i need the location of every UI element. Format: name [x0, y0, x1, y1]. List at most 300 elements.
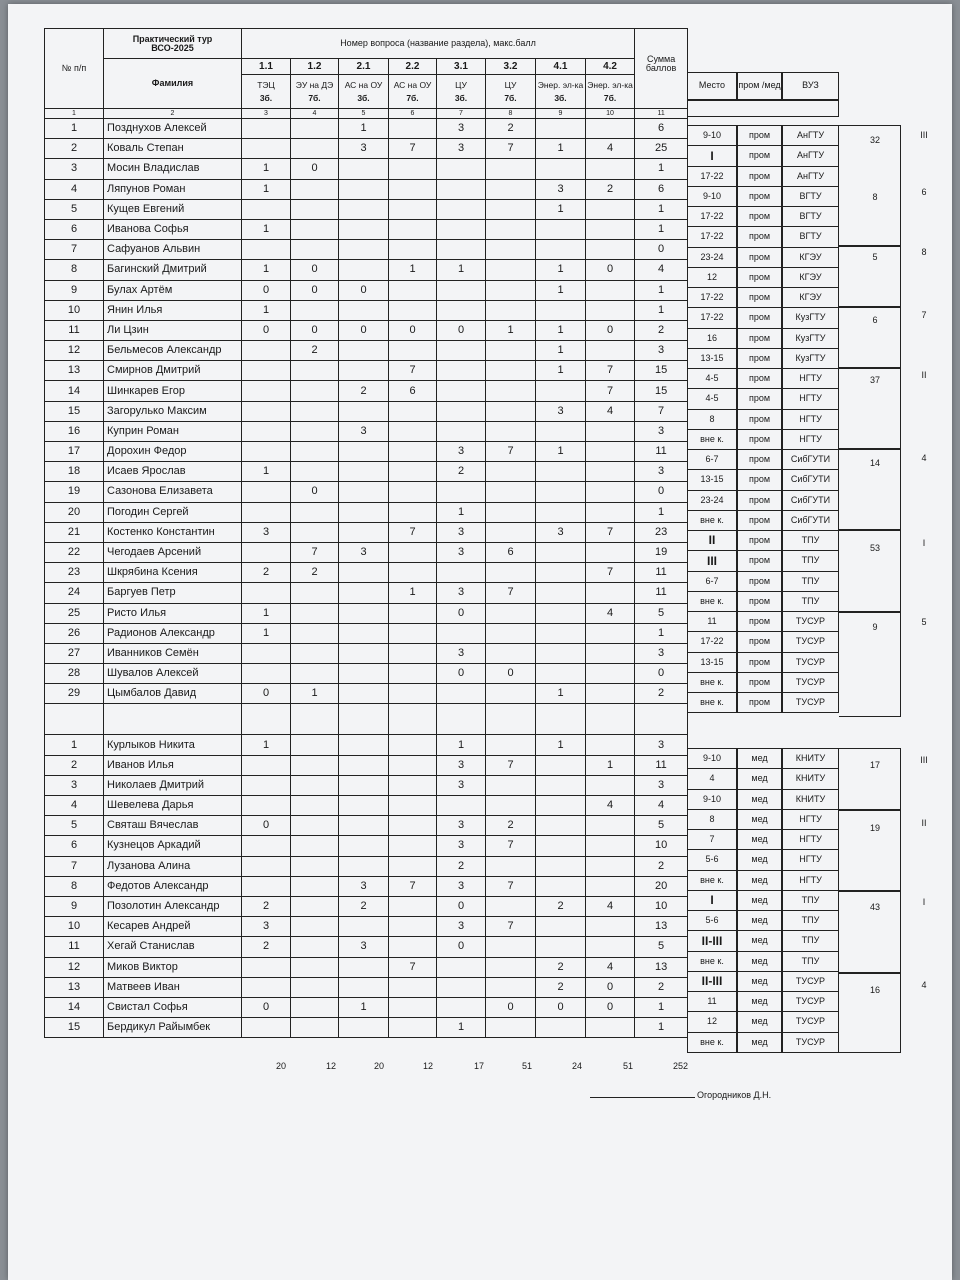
- score-cell: 0: [437, 896, 486, 916]
- score-cell: [389, 755, 437, 775]
- group-rank: I: [922, 538, 926, 548]
- column-number: 11: [635, 109, 688, 119]
- score-cell: [389, 684, 437, 704]
- place-cell: II-III: [687, 971, 737, 992]
- score-cell: [586, 421, 635, 441]
- score-cell: 4: [586, 603, 635, 623]
- group-total: 32: [869, 135, 880, 145]
- score-cell: 0: [586, 977, 635, 997]
- score-cell: 1: [536, 735, 586, 755]
- score-cell: 4: [586, 957, 635, 977]
- score-cell: [389, 280, 437, 300]
- score-cell: 3: [339, 937, 389, 957]
- score-cell: 0: [536, 997, 586, 1017]
- sum-cell: 11: [635, 442, 688, 462]
- score-cell: 2: [536, 977, 586, 997]
- place-cell: 5-6: [687, 910, 737, 931]
- vuz-cell: АнГТУ: [782, 125, 839, 146]
- vuz-cell: АнГТУ: [782, 166, 839, 187]
- score-cell: [389, 623, 437, 643]
- vuz-cell: ТПУ: [782, 571, 839, 592]
- table-row: [45, 119, 688, 139]
- place-cell: 9-10: [687, 748, 737, 769]
- participant-name: Миков Виктор: [104, 957, 242, 977]
- vuz-cell: ВГТУ: [782, 186, 839, 207]
- group-total: 8: [872, 192, 878, 202]
- score-cell: [486, 159, 536, 179]
- score-cell: 4: [586, 896, 635, 916]
- score-cell: 0: [486, 997, 536, 1017]
- score-cell: [389, 775, 437, 795]
- score-cell: 0: [242, 684, 291, 704]
- row-number: 5: [45, 816, 104, 836]
- column-total: 24: [572, 1061, 583, 1071]
- participant-name: Багинский Дмитрий: [104, 260, 242, 280]
- row-number: 22: [45, 542, 104, 562]
- vuz-cell: НГТУ: [782, 809, 839, 830]
- score-cell: [389, 977, 437, 997]
- row-number: 1: [45, 119, 104, 139]
- score-cell: [291, 199, 339, 219]
- column-total: 12: [423, 1061, 434, 1071]
- score-cell: [291, 219, 339, 239]
- score-cell: [339, 462, 389, 482]
- score-cell: [339, 775, 389, 795]
- place-cell: 9-10: [687, 186, 737, 207]
- question-number: 2.1: [339, 59, 389, 75]
- score-cell: 3: [437, 775, 486, 795]
- score-cell: [242, 421, 291, 441]
- type-cell: пром: [737, 267, 782, 288]
- type-cell: мед: [737, 789, 782, 810]
- row-number: 14: [45, 381, 104, 401]
- score-cell: [586, 280, 635, 300]
- score-cell: [291, 623, 339, 643]
- score-cell: [291, 643, 339, 663]
- place-cell: 17-22: [687, 631, 737, 653]
- score-cell: 1: [536, 684, 586, 704]
- group-rank: 4: [921, 453, 927, 463]
- place-cell: вне к.: [687, 951, 737, 972]
- column-total: 20: [374, 1061, 385, 1071]
- score-cell: 3: [536, 522, 586, 542]
- score-cell: 2: [536, 896, 586, 916]
- vuz-cell: ТУСУР: [782, 652, 839, 673]
- vuz-cell: СибГУТИ: [782, 510, 839, 531]
- place-cell: 12: [687, 267, 737, 288]
- score-cell: [586, 159, 635, 179]
- score-cell: [586, 775, 635, 795]
- type-cell: мед: [737, 768, 782, 790]
- sum-cell: 20: [635, 876, 688, 896]
- participant-name: Шкрябина Ксения: [104, 563, 242, 583]
- sum-cell: 1: [635, 502, 688, 522]
- score-cell: [536, 300, 586, 320]
- score-cell: [536, 836, 586, 856]
- place-cell: вне к.: [687, 672, 737, 693]
- score-cell: 7: [389, 876, 437, 896]
- score-cell: 7: [291, 542, 339, 562]
- place-cell: 23-24: [687, 490, 737, 511]
- place-cell: вне к.: [687, 429, 737, 450]
- group-rank: 6: [921, 187, 927, 197]
- table-row: [45, 300, 688, 320]
- sum-cell: 1: [635, 997, 688, 1017]
- score-cell: [291, 603, 339, 623]
- table-row: [45, 442, 688, 462]
- table-row: [45, 856, 688, 876]
- row-number: 24: [45, 583, 104, 603]
- vuz-cell: ТПУ: [782, 890, 839, 911]
- score-cell: [291, 240, 339, 260]
- sum-cell: 23: [635, 522, 688, 542]
- question-name: ЦУ: [455, 79, 467, 90]
- row-number: 17: [45, 442, 104, 462]
- question-section: [339, 75, 389, 109]
- score-cell: [486, 896, 536, 916]
- score-cell: 3: [437, 139, 486, 159]
- group-total: 53: [869, 543, 880, 553]
- type-cell: пром: [737, 611, 782, 632]
- score-cell: 7: [486, 139, 536, 159]
- vuz-cell: ТУСУР: [782, 971, 839, 992]
- vuz-cell: КГЭУ: [782, 247, 839, 268]
- score-cell: 0: [437, 320, 486, 340]
- vuz-cell: НГТУ: [782, 368, 839, 389]
- place-cell: 8: [687, 809, 737, 830]
- score-cell: 6: [486, 542, 536, 562]
- score-cell: 2: [339, 381, 389, 401]
- type-cell: пром: [737, 429, 782, 450]
- column-number: 3: [242, 109, 291, 119]
- score-cell: [389, 240, 437, 260]
- group-rank: I: [922, 897, 926, 907]
- table-row: [45, 957, 688, 977]
- score-cell: [339, 179, 389, 199]
- score-cell: [586, 119, 635, 139]
- sum-cell: 3: [635, 421, 688, 441]
- participant-name: Лузанова Алина: [104, 856, 242, 876]
- score-cell: [586, 1018, 635, 1038]
- score-cell: 2: [242, 937, 291, 957]
- score-cell: [536, 502, 586, 522]
- score-cell: [486, 341, 536, 361]
- type-cell: пром: [737, 348, 782, 369]
- score-cell: [536, 421, 586, 441]
- type-cell: пром: [737, 652, 782, 673]
- score-cell: [586, 917, 635, 937]
- vuz-cell: КузГТУ: [782, 328, 839, 349]
- score-cell: [339, 856, 389, 876]
- score-cell: [339, 836, 389, 856]
- vuz-cell: НГТУ: [782, 409, 839, 430]
- vuz-cell: ВГТУ: [782, 206, 839, 227]
- participant-name: Цымбалов Давид: [104, 684, 242, 704]
- score-cell: [291, 816, 339, 836]
- participant-name: Булах Артём: [104, 280, 242, 300]
- score-cell: [339, 300, 389, 320]
- participant-name: Чегодаев Арсений: [104, 542, 242, 562]
- sum-cell: 25: [635, 139, 688, 159]
- score-cell: 3: [437, 583, 486, 603]
- score-cell: [437, 179, 486, 199]
- score-cell: 7: [486, 836, 536, 856]
- score-cell: [291, 462, 339, 482]
- question-section: [242, 75, 291, 109]
- question-name: ЦУ: [504, 79, 517, 90]
- score-cell: [389, 1018, 437, 1038]
- sum-cell: 3: [635, 775, 688, 795]
- table-row: [45, 159, 688, 179]
- score-cell: [339, 219, 389, 239]
- score-cell: [291, 957, 339, 977]
- score-cell: [339, 735, 389, 755]
- score-cell: [242, 643, 291, 663]
- score-cell: [389, 735, 437, 755]
- participant-name: Загорулько Максим: [104, 401, 242, 421]
- score-cell: [339, 684, 389, 704]
- participant-name: Николаев Дмитрий: [104, 775, 242, 795]
- score-cell: [437, 482, 486, 502]
- vuz-cell: КГЭУ: [782, 287, 839, 308]
- group-bracket: [839, 973, 901, 1053]
- score-cell: 0: [437, 603, 486, 623]
- score-cell: 1: [437, 260, 486, 280]
- participant-name: Бельмесов Александр: [104, 341, 242, 361]
- score-cell: 3: [437, 816, 486, 836]
- score-cell: [536, 1018, 586, 1038]
- score-cell: [339, 623, 389, 643]
- score-cell: 7: [586, 381, 635, 401]
- score-cell: 1: [486, 320, 536, 340]
- score-cell: [291, 836, 339, 856]
- participant-name: Ли Цзин: [104, 320, 242, 340]
- score-cell: [339, 755, 389, 775]
- sum-cell: 1: [635, 199, 688, 219]
- participant-name: Федотов Александр: [104, 876, 242, 896]
- row-number: 20: [45, 502, 104, 522]
- type-cell: мед: [737, 809, 782, 830]
- score-cell: 1: [242, 300, 291, 320]
- row-number: 4: [45, 796, 104, 816]
- place-cell: вне к.: [687, 510, 737, 531]
- score-cell: [437, 796, 486, 816]
- score-cell: [339, 664, 389, 684]
- score-cell: 1: [242, 219, 291, 239]
- sum-cell: 0: [635, 240, 688, 260]
- question-name: Энер. эл-ка: [587, 79, 633, 90]
- score-cell: [242, 381, 291, 401]
- score-cell: [486, 856, 536, 876]
- score-cell: 3: [339, 876, 389, 896]
- score-cell: [339, 917, 389, 937]
- vuz-header: ВУЗ: [782, 72, 839, 100]
- row-number: 3: [45, 159, 104, 179]
- row-number: 2: [45, 139, 104, 159]
- score-cell: [389, 502, 437, 522]
- score-cell: [437, 401, 486, 421]
- score-cell: 2: [437, 462, 486, 482]
- score-cell: 4: [586, 401, 635, 421]
- score-cell: [486, 623, 536, 643]
- participant-name: Кесарев Андрей: [104, 917, 242, 937]
- score-cell: [291, 735, 339, 755]
- score-cell: [291, 401, 339, 421]
- score-cell: 2: [486, 816, 536, 836]
- score-cell: [291, 796, 339, 816]
- question-max: 7б.: [406, 93, 419, 103]
- score-cell: [536, 755, 586, 775]
- score-cell: 7: [486, 876, 536, 896]
- place-cell: 8: [687, 409, 737, 430]
- table-row: [45, 623, 688, 643]
- place-cell: 23-24: [687, 247, 737, 268]
- score-cell: [291, 997, 339, 1017]
- score-cell: [242, 502, 291, 522]
- question-section: [536, 75, 586, 109]
- question-number: 1.1: [242, 59, 291, 75]
- participant-name: Шинкарев Егор: [104, 381, 242, 401]
- surname-header: Фамилия: [104, 59, 242, 109]
- score-cell: [437, 623, 486, 643]
- score-cell: [486, 482, 536, 502]
- score-cell: [389, 300, 437, 320]
- score-cell: [291, 583, 339, 603]
- score-cell: [339, 643, 389, 663]
- score-cell: [437, 300, 486, 320]
- participant-name: Иванова Софья: [104, 219, 242, 239]
- participant-name: Сазонова Елизавета: [104, 482, 242, 502]
- place-cell: 6-7: [687, 571, 737, 592]
- participant-name: Смирнов Дмитрий: [104, 361, 242, 381]
- score-cell: [586, 623, 635, 643]
- type-cell: пром: [737, 307, 782, 329]
- score-cell: 2: [486, 119, 536, 139]
- table-row: [45, 977, 688, 997]
- score-cell: [437, 219, 486, 239]
- vuz-cell: КузГТУ: [782, 348, 839, 369]
- group-rank: III: [920, 130, 928, 140]
- score-cell: [389, 917, 437, 937]
- table-row: [45, 421, 688, 441]
- score-cell: 1: [536, 280, 586, 300]
- type-cell: мед: [737, 951, 782, 972]
- score-cell: [389, 542, 437, 562]
- score-cell: [486, 957, 536, 977]
- score-cell: [291, 1018, 339, 1038]
- score-cell: 7: [486, 583, 536, 603]
- score-cell: [291, 421, 339, 441]
- score-cell: 7: [389, 957, 437, 977]
- participant-name: Погодин Сергей: [104, 502, 242, 522]
- type-cell: пром: [737, 631, 782, 653]
- score-cell: [242, 401, 291, 421]
- score-cell: [339, 159, 389, 179]
- score-cell: 3: [437, 836, 486, 856]
- row-number: 6: [45, 219, 104, 239]
- question-number: 4.2: [586, 59, 635, 75]
- score-cell: [242, 856, 291, 876]
- score-cell: [486, 1018, 536, 1038]
- row-number: 2: [45, 755, 104, 775]
- score-cell: 3: [437, 643, 486, 663]
- group-bracket: [839, 891, 901, 973]
- row-number: 15: [45, 1018, 104, 1038]
- score-cell: [536, 542, 586, 562]
- score-cell: 3: [437, 442, 486, 462]
- place-cell: 11: [687, 611, 737, 632]
- score-cell: [536, 623, 586, 643]
- sum-cell: 19: [635, 542, 688, 562]
- vuz-cell: СибГУТИ: [782, 490, 839, 511]
- type-cell: мед: [737, 971, 782, 992]
- table-row: [45, 320, 688, 340]
- score-cell: [242, 583, 291, 603]
- table-row: [45, 816, 688, 836]
- score-cell: 0: [586, 997, 635, 1017]
- group-bracket: [839, 530, 901, 612]
- vuz-cell: ТПУ: [782, 530, 839, 551]
- group-total: 6: [872, 315, 878, 325]
- column-number: 7: [437, 109, 486, 119]
- question-max: 7б.: [308, 93, 321, 103]
- question-header: Номер вопроса (название раздела), макс.балл: [242, 29, 635, 59]
- table-row: [45, 937, 688, 957]
- score-cell: [389, 199, 437, 219]
- score-cell: [486, 775, 536, 795]
- score-cell: [389, 442, 437, 462]
- score-cell: [486, 603, 536, 623]
- type-cell: пром: [737, 409, 782, 430]
- row-number: 11: [45, 937, 104, 957]
- score-cell: [586, 735, 635, 755]
- row-number: 9: [45, 280, 104, 300]
- score-cell: [242, 361, 291, 381]
- participant-name: Матвеев Иван: [104, 977, 242, 997]
- score-cell: 3: [437, 755, 486, 775]
- score-cell: 2: [242, 563, 291, 583]
- vuz-cell: НГТУ: [782, 429, 839, 450]
- place-cell: III: [687, 550, 737, 572]
- score-cell: [339, 603, 389, 623]
- score-cell: [389, 836, 437, 856]
- vuz-cell: КузГТУ: [782, 307, 839, 329]
- score-cell: [291, 442, 339, 462]
- vuz-cell: ТПУ: [782, 910, 839, 931]
- score-cell: [586, 502, 635, 522]
- question-number: 4.1: [536, 59, 586, 75]
- type-cell: пром: [737, 287, 782, 308]
- participant-name: Костенко Константин: [104, 522, 242, 542]
- score-cell: [339, 199, 389, 219]
- score-cell: [437, 280, 486, 300]
- question-section: [586, 75, 635, 109]
- score-cell: 1: [291, 684, 339, 704]
- sum-cell: 2: [635, 977, 688, 997]
- table-row: [45, 482, 688, 502]
- score-cell: [586, 876, 635, 896]
- score-cell: 7: [486, 442, 536, 462]
- score-cell: 0: [339, 320, 389, 340]
- score-cell: [586, 199, 635, 219]
- place-cell: 16: [687, 328, 737, 349]
- participant-name: Курлыков Никита: [104, 735, 242, 755]
- table-row: [45, 876, 688, 896]
- score-cell: 3: [437, 917, 486, 937]
- sum-cell: 4: [635, 796, 688, 816]
- table-row: [45, 139, 688, 159]
- score-cell: [242, 341, 291, 361]
